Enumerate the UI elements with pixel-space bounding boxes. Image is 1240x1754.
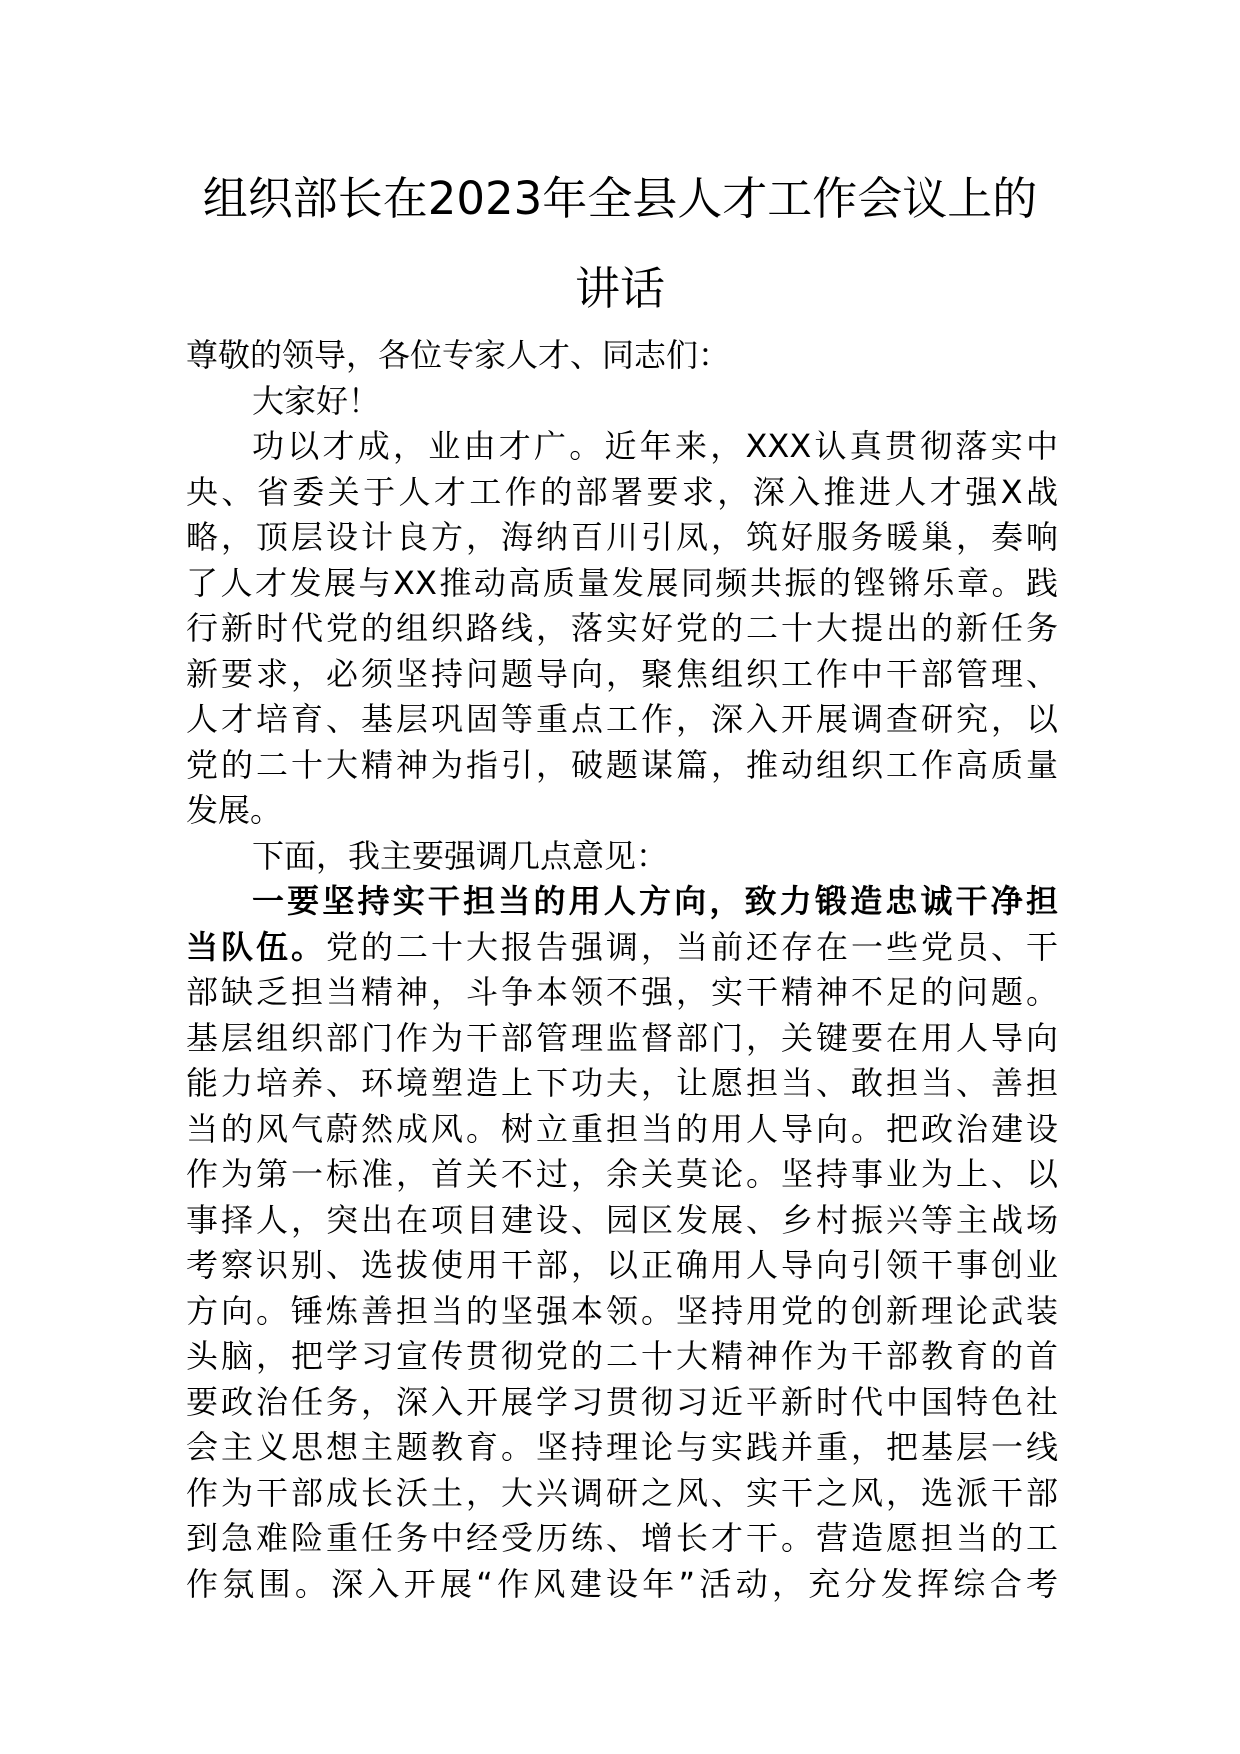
section-heading-bold: 当队伍。 (186, 927, 326, 966)
section-heading-line (186, 879, 1058, 925)
paragraph-line: 央、省委关于人才工作的部署要求，深入推进人才强X战 (186, 472, 1058, 511)
paragraph-line: 方向。锤炼善担当的坚强本领。坚持用党的创新理论武装 (186, 1291, 1058, 1330)
paragraph-line: 作为第一标准，首关不过，余关莫论。坚持事业为上、以 (186, 1155, 1058, 1193)
paragraph-line: 行新时代党的组织路线，落实好党的二十大提出的新任务 (186, 609, 1058, 647)
document-title-line-1: 组织部长在2023年全县人才工作会议上的 (202, 172, 1038, 225)
paragraph-line: 人才培育、基层巩固等重点工作，深入开展调查研究，以 (186, 700, 1058, 738)
document-title-line-2: 讲话 (574, 262, 665, 315)
paragraph-line: 部缺乏担当精神，斗争本领不强，实干精神不足的问题。 (186, 973, 1058, 1011)
salutation-line: 尊敬的领导，各位专家人才、同志们： (186, 336, 731, 374)
paragraph-line: 能力培养、环境塑造上下功夫，让愿担当、敢担当、善担 (186, 1064, 1058, 1102)
paragraph-line: 作为干部成长沃土，大兴调研之风、实干之风，选派干部 (186, 1473, 1058, 1512)
paragraph-line: 作氛围。深入开展“作风建设年”活动，充分发挥综合考 (186, 1564, 1058, 1603)
document-body (186, 333, 1058, 1607)
paragraph-line: 事择人，突出在项目建设、园区发展、乡村振兴等主战场 (186, 1200, 1058, 1239)
paragraph-line: 新要求，必须坚持问题导向，聚焦组织工作中干部管理、 (186, 654, 1058, 693)
section-heading-line: 当队伍。党的二十大报告强调，当前还存在一些党员、干 (186, 927, 1058, 966)
paragraph-line: 头脑，把学习宣传贯彻党的二十大精神作为干部教育的首 (186, 1337, 1058, 1375)
section-heading-bold: 一要坚持实干担当的用人方向，致力锻造忠诚干净担 (252, 882, 1058, 920)
paragraph-line: 党的二十大精神为指引，破题谋篇，推动组织工作高质量 (186, 745, 1058, 784)
paragraph-line: 考察识别、选拔使用干部，以正确用人导向引领干事创业 (186, 1246, 1058, 1284)
greeting-line: 大家好！ (252, 381, 381, 420)
paragraph-line: 当的风气蔚然成风。树立重担当的用人导向。把政治建设 (186, 1109, 1058, 1148)
paragraph-line: 基层组织部门作为干部管理监督部门，关键要在用人导向 (186, 1018, 1058, 1057)
paragraph-line: 下面，我主要强调几点意见： (252, 836, 669, 875)
paragraph-line: 发展。 (186, 791, 283, 829)
paragraph-line: 略，顶层设计良方，海纳百川引凤，筑好服务暖巢，奏响 (186, 518, 1058, 556)
paragraph-line: 会主义思想主题教育。坚持理论与实践并重，把基层一线 (186, 1428, 1058, 1466)
paragraph-line: 功以才成，业由才广。近年来，XXX认真贯彻落实中 (252, 427, 1058, 465)
paragraph-line: 要政治任务，深入开展学习贯彻习近平新时代中国特色社 (186, 1382, 1058, 1421)
paragraph-line: 了人才发展与XX推动高质量发展同频共振的铿锵乐章。践 (186, 563, 1058, 602)
paragraph-line: 到急难险重任务中经受历练、增长才干。营造愿担当的工 (186, 1519, 1058, 1557)
